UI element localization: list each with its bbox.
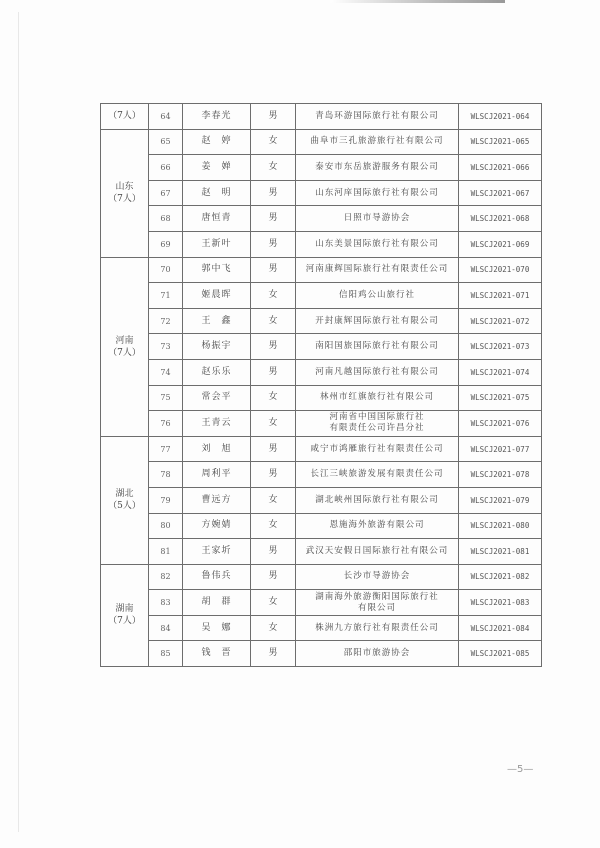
gender-cell: 女: [251, 283, 296, 309]
organization-cell: 林州市红旗旅行社有限公司: [296, 385, 459, 411]
serial-number-cell: 78: [149, 462, 183, 488]
serial-number-cell: 71: [149, 283, 183, 309]
gender-cell: 男: [251, 539, 296, 565]
gender-cell: 女: [251, 411, 296, 437]
name-cell: 王青云: [183, 411, 251, 437]
organization-cell: 邵阳市旅游协会: [296, 641, 459, 667]
table-row: [101, 411, 542, 437]
certificate-code-cell: WLSCJ2021-067: [459, 180, 542, 206]
region-name: 湖南: [115, 604, 134, 615]
organization-cell: 湖北峡州国际旅行社有限公司: [296, 487, 459, 513]
name-cell: 钱 晋: [183, 641, 251, 667]
name-cell: 鲁伟兵: [183, 564, 251, 590]
organization-cell: 河南省中国国际旅行社 有限责任公司许昌分社: [296, 411, 459, 437]
certificate-code-cell: WLSCJ2021-070: [459, 257, 542, 283]
certificate-code-cell: WLSCJ2021-065: [459, 129, 542, 155]
certificate-code-cell: WLSCJ2021-077: [459, 436, 542, 462]
table-row: [101, 436, 542, 462]
certificate-code-cell: WLSCJ2021-066: [459, 155, 542, 181]
scan-edge-line: [18, 12, 19, 832]
gender-cell: 男: [251, 462, 296, 488]
gender-cell: 女: [251, 308, 296, 334]
region-cell: [101, 436, 149, 564]
gender-cell: 男: [251, 104, 296, 130]
name-cell: 赵 婷: [183, 129, 251, 155]
region-count: （7人）: [108, 616, 141, 627]
name-cell: 赵 明: [183, 180, 251, 206]
gender-cell: 男: [251, 231, 296, 257]
serial-number-cell: 79: [149, 487, 183, 513]
gender-cell: 男: [251, 564, 296, 590]
organization-cell: 长江三峡旅游发展有限责任公司: [296, 462, 459, 488]
region-cell: [101, 104, 149, 130]
serial-number-cell: 73: [149, 334, 183, 360]
gender-cell: 女: [251, 590, 296, 616]
organization-cell: 山东美景国际旅行社有限公司: [296, 231, 459, 257]
organization-cell: 株洲九方旅行社有限责任公司: [296, 615, 459, 641]
region-count: （5人）: [108, 501, 141, 512]
name-cell: 李春光: [183, 104, 251, 130]
certificate-code-cell: WLSCJ2021-079: [459, 487, 542, 513]
serial-number-cell: 68: [149, 206, 183, 232]
scan-edge-shadow: [330, 0, 505, 3]
certificate-code-cell: WLSCJ2021-074: [459, 359, 542, 385]
certificate-code-cell: WLSCJ2021-072: [459, 308, 542, 334]
certificate-code-cell: WLSCJ2021-073: [459, 334, 542, 360]
certificate-code-cell: WLSCJ2021-080: [459, 513, 542, 539]
region-name: 湖北: [115, 489, 134, 500]
table-body: [101, 104, 542, 667]
certificate-code-cell: WLSCJ2021-069: [459, 231, 542, 257]
guide-list-table: [100, 103, 542, 667]
table-row: [101, 104, 542, 130]
gender-cell: 女: [251, 385, 296, 411]
table-row: [101, 513, 542, 539]
region-count: （7人）: [108, 194, 141, 205]
gender-cell: 男: [251, 641, 296, 667]
serial-number-cell: 65: [149, 129, 183, 155]
gender-cell: 女: [251, 155, 296, 181]
certificate-code-cell: WLSCJ2021-076: [459, 411, 542, 437]
name-cell: 方婉婧: [183, 513, 251, 539]
name-cell: 姬晨晖: [183, 283, 251, 309]
organization-cell: 日照市导游协会: [296, 206, 459, 232]
table-row: [101, 180, 542, 206]
serial-number-cell: 75: [149, 385, 183, 411]
certificate-code-cell: WLSCJ2021-075: [459, 385, 542, 411]
name-cell: 杨振宇: [183, 334, 251, 360]
organization-cell: 河南凡越国际旅行社有限公司: [296, 359, 459, 385]
table-row: [101, 487, 542, 513]
name-cell: 唐恒青: [183, 206, 251, 232]
table-row: [101, 206, 542, 232]
gender-cell: 女: [251, 129, 296, 155]
gender-cell: 女: [251, 615, 296, 641]
gender-cell: 男: [251, 180, 296, 206]
organization-cell: 信阳鸡公山旅行社: [296, 283, 459, 309]
organization-cell: 南阳国旅国际旅行社有限公司: [296, 334, 459, 360]
gender-cell: 男: [251, 436, 296, 462]
region-name: 河南: [115, 335, 134, 346]
serial-number-cell: 72: [149, 308, 183, 334]
certificate-code-cell: WLSCJ2021-084: [459, 615, 542, 641]
table-row: [101, 590, 542, 616]
table-row: [101, 564, 542, 590]
table-row: [101, 359, 542, 385]
table-row: [101, 129, 542, 155]
gender-cell: 男: [251, 334, 296, 360]
gender-cell: 男: [251, 359, 296, 385]
serial-number-cell: 70: [149, 257, 183, 283]
organization-cell: 长沙市导游协会: [296, 564, 459, 590]
certificate-code-cell: WLSCJ2021-081: [459, 539, 542, 565]
page-number: —5—: [507, 764, 534, 775]
certificate-code-cell: WLSCJ2021-064: [459, 104, 542, 130]
serial-number-cell: 82: [149, 564, 183, 590]
table-row: [101, 385, 542, 411]
region-name: 山东: [115, 182, 134, 193]
organization-cell: 曲阜市三孔旅游旅行社有限公司: [296, 129, 459, 155]
organization-cell: 恩施海外旅游有限公司: [296, 513, 459, 539]
table-row: [101, 539, 542, 565]
organization-cell: 山东河庠国际旅行社有限公司: [296, 180, 459, 206]
certificate-code-cell: WLSCJ2021-083: [459, 590, 542, 616]
organization-cell: 咸宁市鸿雁旅行社有限责任公司: [296, 436, 459, 462]
region-cell: [101, 129, 149, 257]
organization-cell: 河南康辉国际旅行社有限责任公司: [296, 257, 459, 283]
table-row: [101, 231, 542, 257]
name-cell: 赵乐乐: [183, 359, 251, 385]
serial-number-cell: 77: [149, 436, 183, 462]
name-cell: 郭中飞: [183, 257, 251, 283]
table-row: [101, 462, 542, 488]
serial-number-cell: 69: [149, 231, 183, 257]
table-row: [101, 155, 542, 181]
organization-cell: 武汉天安假日国际旅行社有限公司: [296, 539, 459, 565]
serial-number-cell: 66: [149, 155, 183, 181]
gender-cell: 女: [251, 513, 296, 539]
name-cell: 周利平: [183, 462, 251, 488]
table-row: [101, 257, 542, 283]
name-cell: 姜 婵: [183, 155, 251, 181]
name-cell: 常会平: [183, 385, 251, 411]
certificate-code-cell: WLSCJ2021-078: [459, 462, 542, 488]
organization-cell: 开封康辉国际旅行社有限公司: [296, 308, 459, 334]
certificate-code-cell: WLSCJ2021-068: [459, 206, 542, 232]
gender-cell: 男: [251, 206, 296, 232]
region-cell: [101, 564, 149, 666]
certificate-code-cell: WLSCJ2021-071: [459, 283, 542, 309]
serial-number-cell: 74: [149, 359, 183, 385]
table-row: [101, 615, 542, 641]
name-cell: 刘 旭: [183, 436, 251, 462]
region-cell: [101, 257, 149, 436]
gender-cell: 女: [251, 487, 296, 513]
certificate-code-cell: WLSCJ2021-082: [459, 564, 542, 590]
serial-number-cell: 64: [149, 104, 183, 130]
serial-number-cell: 67: [149, 180, 183, 206]
table-row: [101, 641, 542, 667]
table-row: [101, 283, 542, 309]
table-row: [101, 334, 542, 360]
name-cell: 曹远方: [183, 487, 251, 513]
name-cell: 胡 群: [183, 590, 251, 616]
name-cell: 王家圻: [183, 539, 251, 565]
serial-number-cell: 76: [149, 411, 183, 437]
region-count: （7人）: [108, 347, 141, 358]
region-count: （7人）: [108, 111, 141, 122]
organization-cell: 湖南海外旅游衡阳国际旅行社 有限公司: [296, 590, 459, 616]
organization-cell: 泰安市东岳旅游服务有限公司: [296, 155, 459, 181]
serial-number-cell: 83: [149, 590, 183, 616]
name-cell: 王新叶: [183, 231, 251, 257]
certificate-code-cell: WLSCJ2021-085: [459, 641, 542, 667]
serial-number-cell: 81: [149, 539, 183, 565]
gender-cell: 男: [251, 257, 296, 283]
serial-number-cell: 80: [149, 513, 183, 539]
organization-cell: 青岛环游国际旅行社有限公司: [296, 104, 459, 130]
serial-number-cell: 84: [149, 615, 183, 641]
name-cell: 王 鑫: [183, 308, 251, 334]
serial-number-cell: 85: [149, 641, 183, 667]
name-cell: 吴 娜: [183, 615, 251, 641]
table-row: [101, 308, 542, 334]
